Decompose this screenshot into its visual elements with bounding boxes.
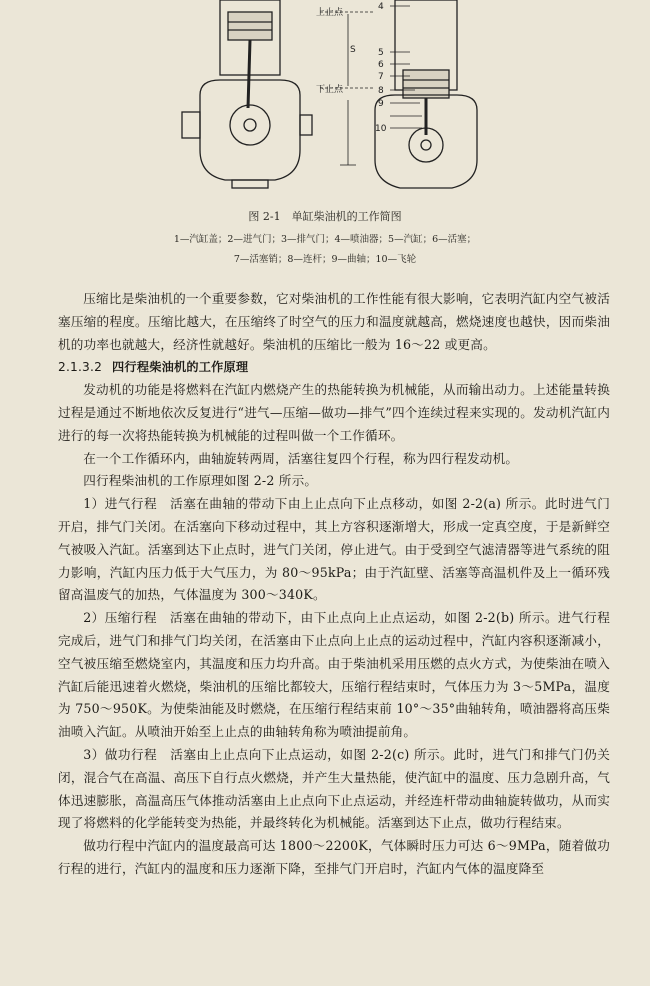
left-flywheel [182, 112, 200, 138]
tdc-label: 上止点 [316, 8, 344, 18]
paragraph-engine-function: 发动机的功能是将燃料在汽缸内燃烧产生的热能转换为机械能，从而输出动力。上述能量转换过程是通过不断地依次反复进行“进气—压缩—做功—排气”四个连续过程来实现的。发动机汽缸内进行的每一次将热能转换为机械能的过程叫做一个工作循环。 [58, 382, 610, 443]
paragraph-power-stroke: 3）做功行程 活塞由上止点向下止点运动，如图 2-2(c) 所示。此时，进气门和排气门仍关闭，混合气在高温、高压下自行点火燃烧，并产生大量热能，使汽缸中的温度、压力急剧升高，气体迅速膨胀，高温高压气体推动活塞由上止点向下止点运动，并经连杆带动曲轴旋转做功，从而实现了将燃料的化学能转变为热能，并最终转化为机械能。活塞到达下止点，做功行程结束。 [58, 746, 610, 831]
label-5: 5 [378, 48, 384, 58]
left-piston [228, 12, 272, 40]
section-number: 2.1.3.2 [58, 360, 103, 375]
label-7: 7 [378, 72, 384, 82]
body-text [58, 288, 610, 881]
section-title: 四行程柴油机的工作原理 [112, 360, 249, 375]
right-piston [403, 70, 449, 98]
paragraph-power-stroke-details: 做功行程中汽缸内的温度最高可达 1800～2200K，气体瞬时压力可达 6～9MPa，随着做功行程的进行，汽缸内的温度和压力逐渐下降，至排气门开启时，汽缸内气体的温度降至 [58, 838, 610, 876]
label-6: 6 [378, 60, 384, 70]
bdc-label: 下止点 [316, 85, 344, 95]
left-crankshaft [230, 105, 270, 145]
paragraph-intake-stroke: 1）进气行程 活塞在曲轴的带动下由上止点向下止点移动，如图 2-2(a) 所示。此时进气门开启，排气门关闭。在活塞向下移动过程中，其上方容积逐渐增大，形成一定真空度，于是新鲜空气被吸入汽缸。活塞到达下止点时，进气门关闭，停止进气。由于受到空气滤清器等进气系统的阻力影响，汽缸内压力低于大气压力，为 80～95kPa；由于汽缸壁、活塞等高温机件及上一循环残留高温废气的加热，气体温度为 300～340K。 [58, 496, 610, 603]
legend-line-2: 7—活塞销；8—连杆；9—曲轴；10—飞轮 [233, 254, 417, 265]
left-crankcase [200, 80, 300, 180]
engine-diagram [170, 0, 490, 205]
label-10: 10 [375, 124, 387, 134]
label-4: 4 [378, 2, 384, 12]
figure-legend [120, 230, 530, 270]
stroke-label: S [350, 45, 356, 55]
paragraph-cycle: 在一个工作循环内，曲轴旋转两周，活塞往复四个行程，称为四行程发动机。 [83, 450, 519, 466]
section-heading [58, 356, 610, 379]
left-connecting-rod [248, 40, 250, 108]
paragraph-compression-stroke: 2）压缩行程 活塞在曲轴的带动下，由下止点向上止点运动，如图 2-2(b) 所示。进气行程完成后，进气门和排气门均关闭，在活塞由下止点向上止点的运动过程中，汽缸内容积逐渐减小，空气被压缩至燃烧室内，其温度和压力均升高。由于柴油机采用压燃的点火方式，为使柴油在喷入汽缸后能迅速着火燃烧，柴油机的压缩比都较大，压缩行程结束时，气体压力为 3～5MPa，温度为 750～950K。为使柴油能及时燃烧，在压缩行程结束前 10°～35°曲轴转角，喷油器将高压柴油喷入汽缸。从喷油开始至上止点的曲轴转角称为喷油提前角。 [58, 610, 610, 740]
paragraph-figure-ref: 四行程柴油机的工作原理如图 2-2 所示。 [83, 473, 318, 489]
label-8: 8 [378, 86, 384, 96]
paragraph-compression-ratio: 压缩比是柴油机的一个重要参数，它对柴油机的工作性能有很大影响，它表明汽缸内空气被活塞压缩的程度。压缩比越大，在压缩终了时空气的压力和温度就越高，燃烧速度也越快，因而柴油机的功率也就越大，经济性就越好。柴油机的压缩比一般为 16～22 或更高。 [58, 291, 610, 352]
figure-caption: 图 2-1 单缸柴油机的工作简图 [248, 210, 402, 223]
label-9: 9 [378, 99, 384, 109]
legend-line-1: 1—汽缸盖；2—进气门；3—排气门；4—喷油器；5—汽缸；6—活塞； [173, 234, 477, 245]
